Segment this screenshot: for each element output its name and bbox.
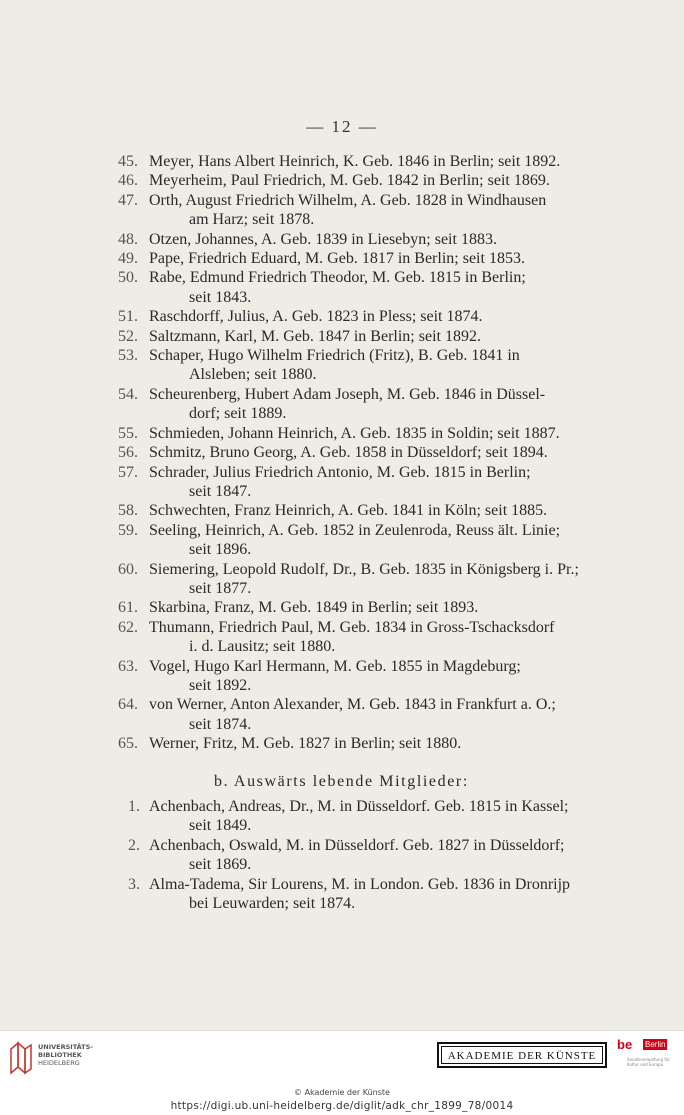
entry-line: Meyer, Hans Albert Heinrich, K. Geb. 1846 in Berlin; seit 1892. [149, 153, 561, 170]
entry-number: 3. [128, 875, 140, 893]
entry-line: seit 1849. [189, 817, 252, 835]
entry-line: Schmitz, Bruno Georg, A. Geb. 1858 in Düsseldorf; seit 1894. [149, 444, 548, 462]
member-entry [118, 657, 600, 696]
entry-text [149, 521, 600, 560]
entry-text [149, 463, 600, 502]
entry-text [149, 249, 600, 268]
entry-line: Thumann, Friedrich Paul, M. Geb. 1834 in Gross-Tschacksdorf [149, 618, 555, 636]
entry-text [149, 875, 600, 914]
ub-heidelberg-logo[interactable] [8, 1039, 98, 1079]
ub-logo-line: BIBLIOTHEK [38, 1051, 82, 1059]
entry-number: 50. [118, 269, 138, 287]
entry-text [149, 443, 600, 462]
entry-line: Alma-Tadema, Sir Lourens, M. in London. Geb. 1836 in Dronrijp [149, 875, 571, 893]
entry-number: 2. [128, 836, 140, 854]
entry-line: Rabe, Edmund Friedrich Theodor, M. Geb. 1815 in Berlin; [149, 269, 526, 287]
akademie-label: AKADEMIE DER KÜNSTE [441, 1046, 603, 1064]
entry-text [149, 152, 600, 171]
entry-line: Saltzmann, Karl, M. Geb. 1847 in Berlin; seit 1892. [149, 327, 481, 345]
entry-number: 48. [118, 230, 138, 248]
entry-line: Werner, Fritz, M. Geb. 1827 in Berlin; seit 1880. [149, 735, 462, 753]
entry-line: Otzen, Johannes, A. Geb. 1839 in Liesebyn; seit 1883. [149, 230, 497, 248]
member-list-berlin [118, 152, 600, 754]
member-entry [118, 249, 600, 268]
entry-text [149, 230, 600, 249]
member-entry [118, 734, 600, 753]
entry-line: Alsleben; seit 1880. [189, 366, 317, 384]
entry-number: 65. [118, 735, 138, 753]
member-entry [118, 836, 600, 875]
entry-line: seit 1896. [189, 541, 252, 559]
entry-line: Schaper, Hugo Wilhelm Friedrich (Fritz), B. Geb. 1841 in [149, 347, 520, 365]
entry-line: am Harz; seit 1878. [189, 211, 315, 229]
berlin-logo-badge: Berlin [645, 1040, 666, 1049]
member-entry [118, 598, 600, 617]
member-entry [118, 501, 600, 520]
entry-line: Schwechten, Franz Heinrich, A. Geb. 1841 in Köln; seit 1885. [149, 502, 548, 520]
entry-text [149, 695, 600, 734]
member-entry [118, 463, 600, 502]
entry-line: Achenbach, Andreas, Dr., M. in Düsseldorf. Geb. 1815 in Kassel; [149, 798, 569, 815]
member-entry [118, 171, 600, 190]
entry-number: 53. [118, 347, 138, 365]
entry-text [149, 734, 600, 753]
entry-text [149, 171, 600, 190]
entry-text [149, 501, 600, 520]
member-entry [118, 346, 600, 385]
entry-line: Pape, Friedrich Eduard, M. Geb. 1817 in Berlin; seit 1853. [149, 250, 525, 268]
entry-line: seit 1874. [189, 715, 252, 733]
section-heading: b. Auswärts lebende Mitglieder: [214, 773, 469, 790]
entry-line: Vogel, Hugo Karl Hermann, M. Geb. 1855 in Magdeburg; [149, 657, 521, 675]
ub-heidelberg-mark-icon [8, 1039, 34, 1075]
member-entry [118, 307, 600, 326]
entry-number: 52. [118, 327, 138, 345]
page-number: — 12 — [306, 117, 378, 136]
member-entry [118, 560, 600, 599]
member-entry [118, 268, 600, 307]
member-entry [118, 385, 600, 424]
entry-line: i. d. Lausitz; seit 1880. [189, 638, 336, 656]
entry-line: Seeling, Heinrich, A. Geb. 1852 in Zeulenroda, Reuss ält. Linie; [149, 521, 561, 539]
entry-text [149, 268, 600, 307]
entry-number: 55. [118, 424, 138, 442]
member-entry [118, 443, 600, 462]
entry-text [149, 385, 600, 424]
entry-number: 61. [118, 599, 138, 617]
member-entry [118, 695, 600, 734]
entry-text [149, 797, 600, 836]
entry-number: 47. [118, 191, 138, 209]
member-list-auswaerts [118, 797, 600, 913]
copyright-notice: © Akademie der Künste [294, 1088, 390, 1097]
entry-number: 64. [118, 696, 138, 714]
akademie-der-kuenste-logo[interactable] [437, 1042, 607, 1068]
entry-text [149, 191, 600, 230]
entry-number: 56. [118, 444, 138, 462]
entry-line: seit 1877. [189, 579, 252, 597]
entry-text [149, 836, 600, 875]
member-entry [118, 618, 600, 657]
entry-line: Schmieden, Johann Heinrich, A. Geb. 1835 in Soldin; seit 1887. [149, 424, 560, 442]
entry-line: seit 1869. [189, 856, 252, 874]
entry-number: 57. [118, 463, 138, 481]
entry-number: 1. [128, 798, 140, 815]
entry-text [149, 598, 600, 617]
entry-text [149, 424, 600, 443]
entry-number: 46. [118, 172, 138, 190]
entry-text [149, 346, 600, 385]
entry-number: 54. [118, 385, 138, 403]
entry-line: bei Leuwarden; seit 1874. [189, 895, 356, 913]
entry-line: Schrader, Julius Friedrich Antonio, M. Geb. 1815 in Berlin; [149, 463, 531, 481]
ub-logo-line: UNIVERSITÄTS- [38, 1043, 93, 1051]
member-entry [118, 230, 600, 249]
entry-number: 49. [118, 250, 138, 268]
entry-number: 58. [118, 502, 138, 520]
entry-text [149, 657, 600, 696]
member-entry [118, 424, 600, 443]
entry-line: von Werner, Anton Alexander, M. Geb. 1843 in Frankfurt a. O.; [149, 696, 556, 714]
entry-text [149, 618, 600, 657]
entry-number: 59. [118, 521, 138, 539]
entry-line: Meyerheim, Paul Friedrich, M. Geb. 1842 in Berlin; seit 1869. [149, 172, 550, 190]
berlin-logo-prefix: be [617, 1037, 633, 1052]
member-entry [118, 152, 600, 171]
entry-text [149, 327, 600, 346]
entry-line: dorf; seit 1889. [189, 405, 287, 423]
berlin-logo-subtitle: Senatsverwaltung für Kultur und Europa [627, 1057, 670, 1067]
entry-number: 51. [118, 308, 138, 326]
ub-logo-text [38, 1043, 93, 1067]
entry-line: seit 1843. [189, 288, 252, 306]
entry-text [149, 307, 600, 326]
permalink-url[interactable]: https://digi.ub.uni-heidelberg.de/diglit/adk_chr_1899_78/0014 [170, 1100, 514, 1112]
entry-number: 62. [118, 618, 138, 636]
entry-number: 45. [118, 153, 138, 170]
member-entry [118, 521, 600, 560]
entry-line: Raschdorff, Julius, A. Geb. 1823 in Pless; seit 1874. [149, 308, 483, 326]
entry-line: Orth, August Friedrich Wilhelm, A. Geb. 1828 in Windhausen [149, 191, 547, 209]
member-entry [118, 797, 600, 836]
ub-logo-line: HEIDELBERG [38, 1059, 80, 1067]
entry-line: seit 1847. [189, 482, 252, 500]
entry-line: seit 1892. [189, 676, 252, 694]
footer-bar [0, 1030, 684, 1086]
entry-line: Scheurenberg, Hubert Adam Joseph, M. Geb. 1846 in Düssel- [149, 385, 546, 403]
entry-line: Achenbach, Oswald, M. in Düsseldorf. Geb. 1827 in Düsseldorf; [149, 836, 565, 854]
entry-number: 63. [118, 657, 138, 675]
entry-line: Siemering, Leopold Rudolf, Dr., B. Geb. 1835 in Königsberg i. Pr.; [149, 560, 579, 578]
entry-line: Skarbina, Franz, M. Geb. 1849 in Berlin; seit 1893. [149, 599, 479, 617]
member-entry [118, 327, 600, 346]
berlin-senat-logo[interactable] [617, 1037, 677, 1079]
entry-text [149, 560, 600, 599]
entry-number: 60. [118, 560, 138, 578]
member-entry [118, 191, 600, 230]
member-entry [118, 875, 600, 914]
